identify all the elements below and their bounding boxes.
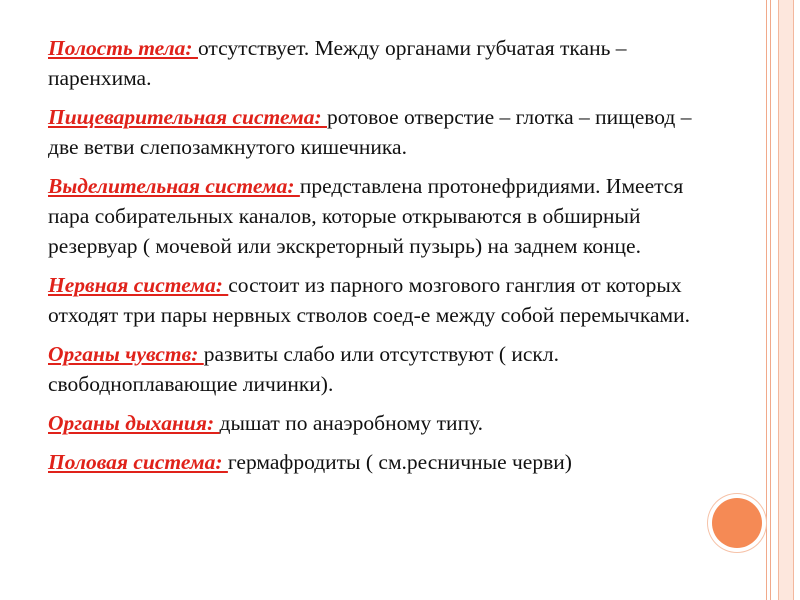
- term-label: Пищеварительная система:: [48, 105, 327, 129]
- term-description: состоит из парного мозгового ганглия от которых отходят три пары нервных стволов соед-е между собой перемычками.: [48, 273, 690, 327]
- term-description: представлена протонефридиями. Имеется пара собирательных каналов, которые открываются в обширный резервуар ( мочевой или экскреторный пузырь) на заднем конце.: [48, 174, 684, 258]
- border-line: [766, 0, 767, 600]
- paragraph-digestive-system: [48, 102, 698, 162]
- paragraph-body-cavity: [48, 33, 698, 93]
- paragraph-respiratory-organs: [48, 408, 698, 438]
- term-label: Выделительная система:: [48, 174, 300, 198]
- term-label: Органы дыхания:: [48, 411, 220, 435]
- border-line: [770, 0, 771, 600]
- border-band: [778, 0, 794, 600]
- slide-body: [48, 33, 698, 486]
- term-description: отсутствует. Между органами губчатая ткань – паренхима.: [48, 36, 627, 90]
- term-label: Половая система:: [48, 450, 228, 474]
- accent-dot: [712, 498, 762, 548]
- paragraph-nervous-system: [48, 270, 698, 330]
- term-label: Полость тела:: [48, 36, 198, 60]
- paragraph-excretory-system: [48, 171, 698, 261]
- term-description: гермафродиты ( см.ресничные черви): [227, 450, 572, 474]
- term-label: Нервная система:: [48, 273, 229, 297]
- term-label: Органы чувств:: [48, 342, 204, 366]
- paragraph-reproductive-system: [48, 447, 698, 477]
- paragraph-sense-organs: [48, 339, 698, 399]
- term-description: развиты слабо или отсутствуют ( искл. свободноплавающие личинки).: [48, 342, 559, 396]
- term-description: ротовое отверстие – глотка – пищевод – две ветви слепозамкнутого кишечника.: [48, 105, 692, 159]
- term-description: дышат по анаэробному типу.: [219, 411, 484, 435]
